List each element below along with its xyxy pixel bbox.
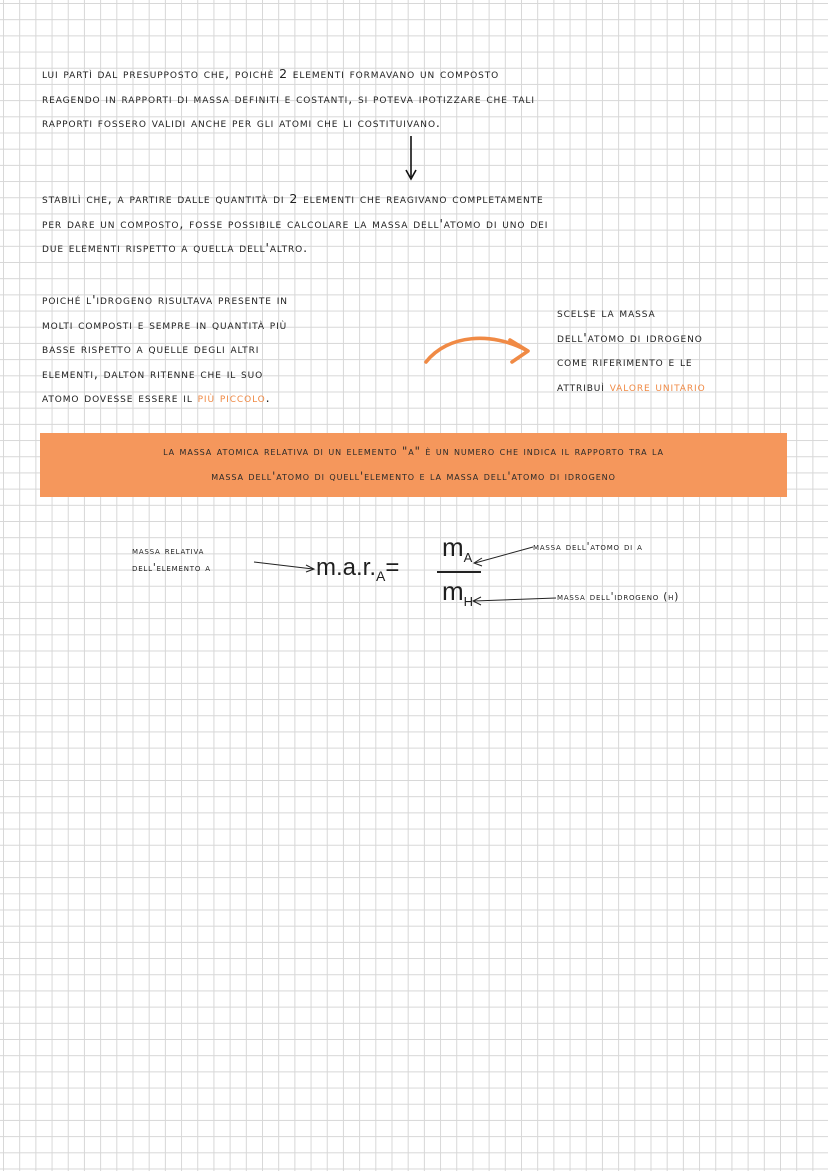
highlight-text: valore unitario xyxy=(609,378,706,394)
pointer-arrow-icon xyxy=(254,562,314,572)
label-line: dell'elemento a xyxy=(132,562,211,574)
text-fragment: . xyxy=(265,390,271,405)
text-line: per dare un composto, fosse possibile calcolare la massa dell'atomo di uno dei xyxy=(42,215,549,231)
definition-line: la massa atomica relativa di un elemento "a" è un numero che indica il rapporto tra la xyxy=(163,444,664,458)
formula-subscript: H xyxy=(463,594,474,610)
text-fragment: attribuì xyxy=(557,378,610,394)
text-line: poiché l'idrogeno risultava presente in xyxy=(42,292,288,307)
text-fragment: atomo dovesse essere il xyxy=(42,390,198,405)
text-line: reagendo in rapporti di massa definiti e costanti, si poteva ipotizzare che tali xyxy=(42,90,535,106)
text-line: come riferimento e le xyxy=(557,354,693,369)
formula-subscript: A xyxy=(463,550,473,566)
formula-symbol: m.a.r. xyxy=(316,554,377,581)
highlight-text: più piccolo xyxy=(197,390,266,405)
text-line: molti composti e sempre in quantità più xyxy=(42,316,288,332)
formula-subscript: A xyxy=(376,567,386,584)
definition-line: massa dell'atomo di quell'elemento e la massa dell'atomo di idrogeno xyxy=(211,469,616,483)
text-line: dell'atomo di idrogeno xyxy=(557,329,703,345)
text-line: elementi, dalton ritenne che il suo xyxy=(42,365,264,381)
text-line: due elementi rispetto a quella dell'altro. xyxy=(42,240,308,255)
text-line: scelse la massa xyxy=(557,305,656,320)
formula-symbol: m xyxy=(442,532,464,562)
pointer-arrow-icon xyxy=(474,547,533,566)
atom-mass-label: massa dell'atomo di a xyxy=(533,541,643,553)
formula-symbol: m xyxy=(442,576,464,606)
pointer-arrow-icon xyxy=(473,597,556,605)
text-line: stabilì che, a partire dalle quantità di 2 elementi che reagivano completamente xyxy=(42,191,544,206)
text-line: rapporti fossero validi anche per gli atomi che li costituivano. xyxy=(42,115,441,130)
text-line: basse rispetto a quelle degli altri xyxy=(42,341,260,356)
hydrogen-mass-label: massa dell'idrogeno (h) xyxy=(557,591,680,603)
equals-sign: = xyxy=(385,554,400,581)
text-line: lui partì dal presupposto che, poichè 2 elementi formavano un composto xyxy=(42,66,500,81)
label-line: massa relativa xyxy=(132,545,205,557)
